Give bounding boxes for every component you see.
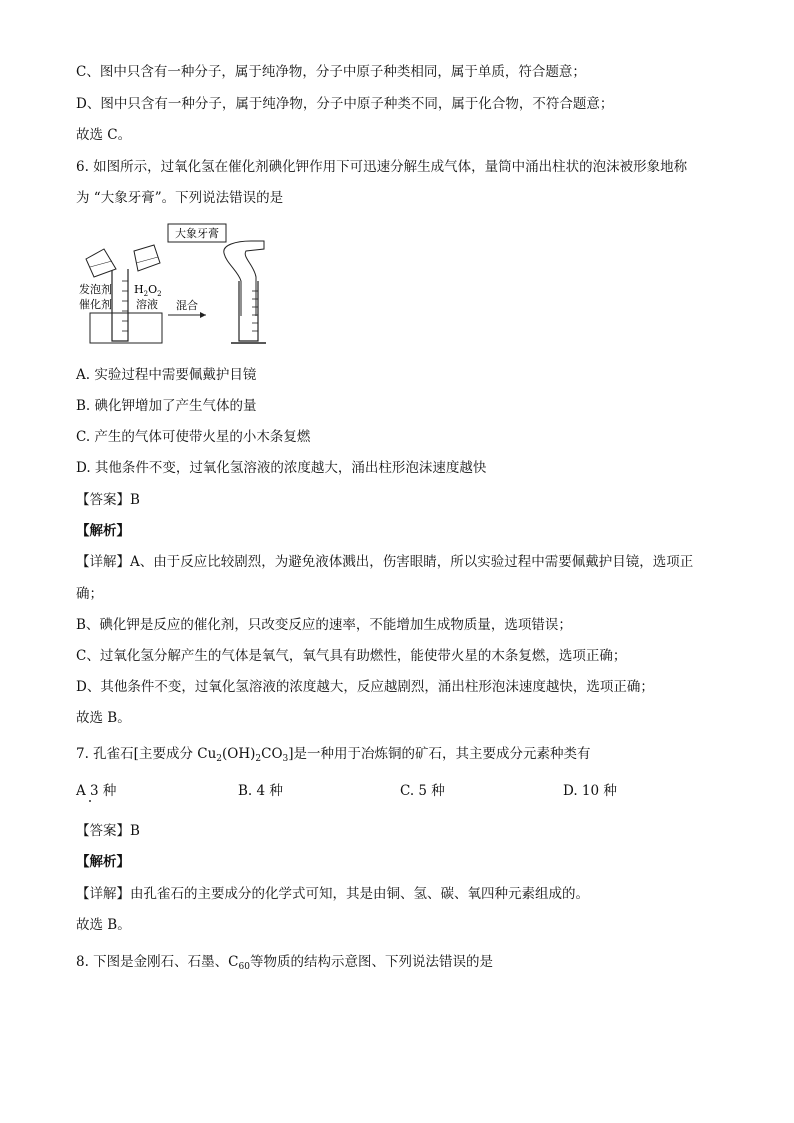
c60-formula: $C_{60}$ <box>228 954 250 972</box>
question-6-option-a: A. 实验过程中需要佩戴护目镜 <box>76 367 257 383</box>
question-6-detail-c: C、过氧化氢分解产生的气体是氧气，氧气具有助燃性，能使带火星的木条复燃，选项正确； <box>76 648 627 664</box>
question-6-option-d: D. 其他条件不变，过氧化氢溶液的浓度越大，涌出柱形泡沫速度越快 <box>76 460 487 476</box>
question-6-detail-line2: 确； <box>76 586 103 602</box>
line-d-option: D、图中只含有一种分子，属于纯净物，分子中原子种类不同，属于化合物，不符合题意； <box>76 96 614 112</box>
question-7-option-a: A 3 种 <box>76 783 117 799</box>
malachite-formula: $Cu_2(OH)_2CO_3$ <box>197 746 289 764</box>
question-7-option-d: D. 10 种 <box>563 783 617 799</box>
question-7-stem: 7. 孔雀石[主要成分 $Cu_2(OH)_2CO_3$]是一种用于冶炼铜的矿石，其主要成分元素种类有 <box>76 746 591 764</box>
question-6-choose-b: 故选 B。 <box>76 710 131 726</box>
question-7-option-c: C. 5 种 <box>400 783 445 799</box>
question-7-detail: 【详解】由孔雀石的主要成分的化学式可知，其是由铜、氢、碳、氧四种元素组成的。 <box>76 886 589 902</box>
question-8-stem: 8. 下图是金刚石、石墨、$C_{60}$等物质的结构示意图、下列说法错误的是 <box>76 954 493 972</box>
question-6-stem-line1: 6. 如图所示，过氧化氢在催化剂碘化钾作用下可迅速分解生成气体，量筒中涌出柱状的泡沫被形象地称 <box>76 159 688 175</box>
solution-label: 溶液 <box>136 298 158 311</box>
catalyst-label: 催化剂 <box>79 298 112 311</box>
question-6-option-b: B. 碘化钾增加了产生气体的量 <box>76 398 257 414</box>
mix-label: 混合 <box>176 299 198 312</box>
question-7-option-b: B. 4 种 <box>238 783 283 799</box>
question-7-choose-b: 故选 B。 <box>76 917 131 933</box>
question-6-detail-b: B、碘化钾是反应的催化剂，只改变反应的速率，不能增加生成物质量，选项错误； <box>76 617 572 633</box>
question-7-analysis-heading: 【解析】 <box>76 854 130 870</box>
h2o2-label: $H_2O_2$ <box>134 283 162 298</box>
question-6-detail-d: D、其他条件不变，过氧化氢溶液的浓度越大，反应越剧烈，涌出柱形泡沫速度越快，选项正确； <box>76 679 654 695</box>
container-right <box>134 245 160 271</box>
question-6-stem-line2: 为 “大象牙膏”。下列说法错误的是 <box>76 190 284 206</box>
elephant-toothpaste-figure <box>76 221 316 351</box>
question-6-detail-line1: 【详解】A、由于反应比较剧烈，为避免液体溅出，伤害眼睛，所以实验过程中需要佩戴护目镜，选项正 <box>76 554 694 570</box>
question-7-answer: 【答案】B <box>76 823 140 839</box>
question-6-answer: 【答案】B <box>76 492 140 508</box>
line-choose-c: 故选 C。 <box>76 127 132 143</box>
toothpaste-label: 大象牙膏 <box>175 227 219 240</box>
foam-agent-label: 发泡剂 <box>79 283 112 296</box>
line-c-option: C、图中只含有一种分子，属于纯净物，分子中原子种类相同，属于单质，符合题意； <box>76 64 586 80</box>
question-6-analysis-heading: 【解析】 <box>76 523 130 539</box>
stray-dot <box>89 800 91 802</box>
question-6-option-c: C. 产生的气体可使带火星的小木条复燃 <box>76 429 311 445</box>
water-tray <box>90 313 162 343</box>
